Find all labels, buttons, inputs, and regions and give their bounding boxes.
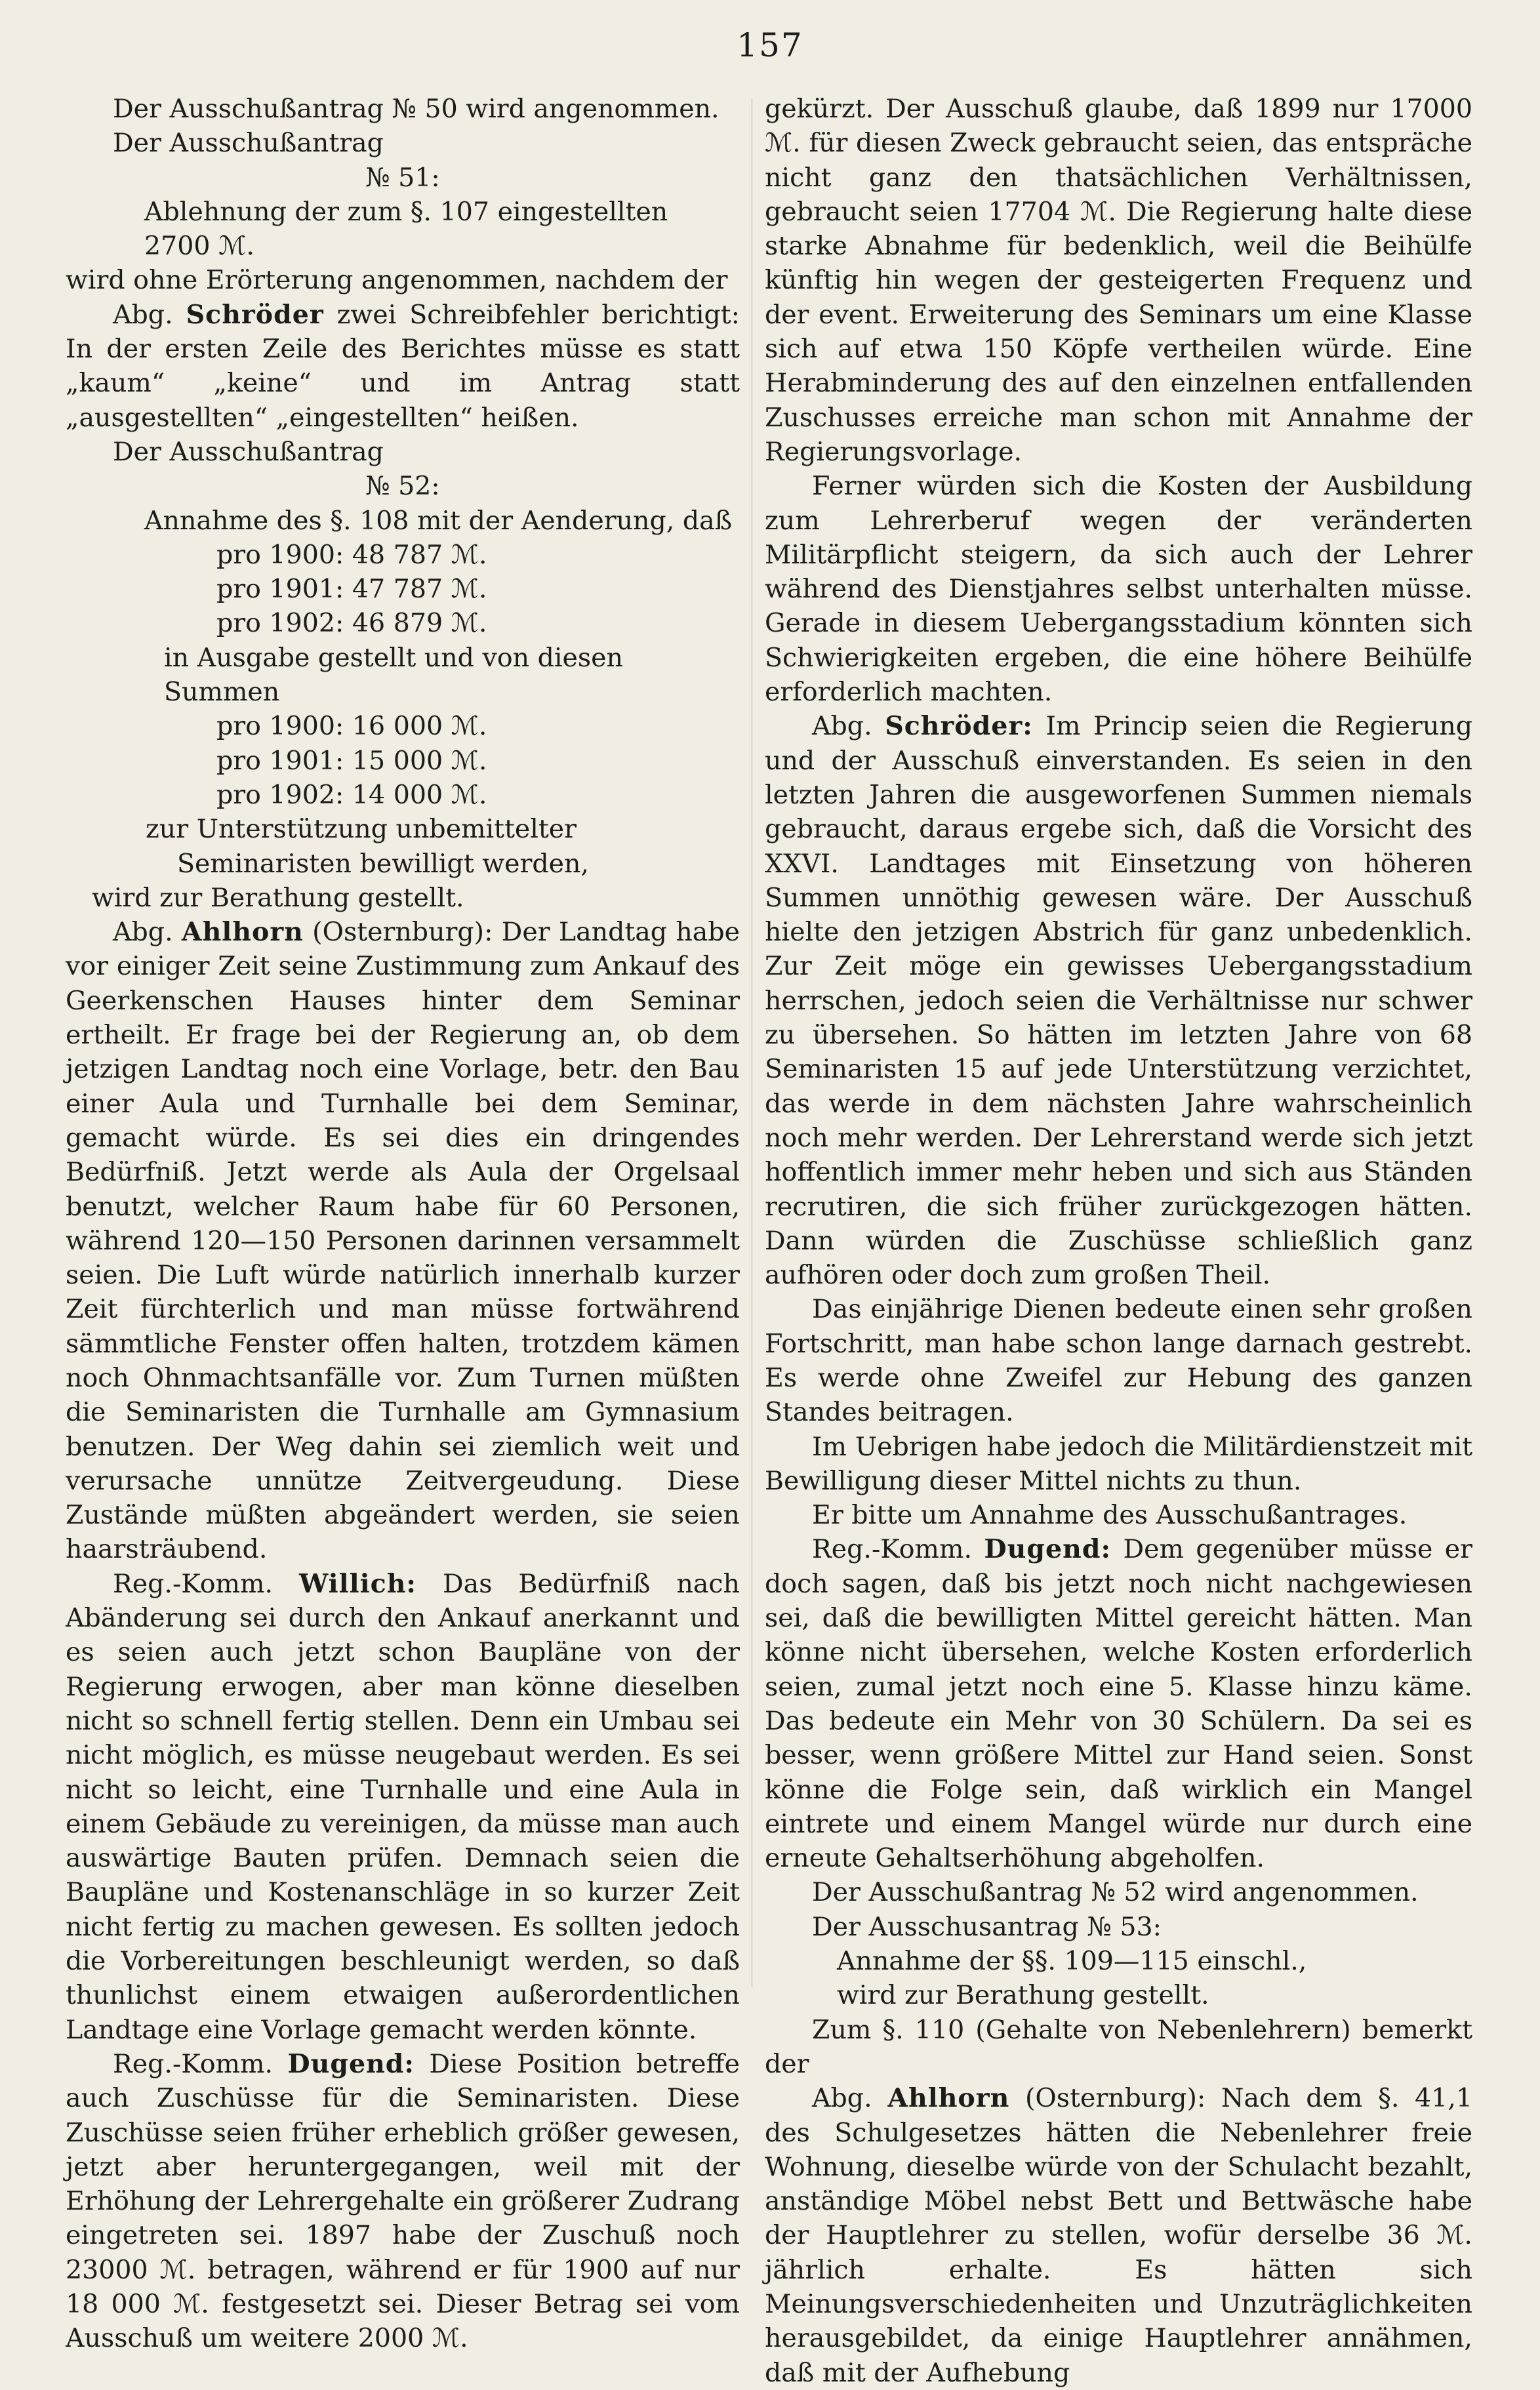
speech-dugend-2: Reg.-Komm. Dugend: Dem gegenüber müsse er doch sagen, daß bis jetzt noch nicht nachgewiesen sei, daß die bewilligten Mittel gereicht hätten. Man könne nicht übersehen, welche Kosten erforderlich seien, zumal jetzt noch eine 5. Klasse hinzu käme. Das bedeute ein Mehr von 30 Schülern. Da sei es besser, wenn größere Mittel zur Hand seien. Sonst könne die Folge sein, daß wirklich ein Mangel eintrete und einem Mangel würde nur durch eine erneute Gehaltserhöhung abgeholfen. <box>765 1534 1472 1874</box>
speech-dugend-1-continued: gekürzt. Der Ausschuß glaube, daß 1899 nur 17000 ℳ. für diesen Zweck gebraucht seien, das entspräche nicht ganz den thatsächlichen Verhältnissen, gebraucht seien 17704 ℳ. Die Regierung halte diese starke Abnahme für bedenklich, weil die Beihülfe künftig hin wegen der gesteigerten Frequenz und der event. Erweiterung des Seminars um eine Klasse sich auf etwa 150 Köpfe vertheilen würde. Eine Herabminderung des auf den einzelnen entfallenden Zuschusses erreiche man schon mit Annahme der Regierungsvorlage. <box>765 94 1472 467</box>
speaker-name: Willich: <box>298 1568 417 1599</box>
motion-52-text: in Ausgabe gestellt und von diesen Summen <box>164 642 623 708</box>
motion-53-result: wird zur Berathung gestellt. <box>837 1980 1209 2011</box>
speech-dugend-1: Reg.-Komm. Dugend: Diese Position betreffe auch Zuschüsse für die Seminaristen. Diese Zuschüsse seien früher erheblich größer gewesen, jetzt aber heruntergegangen, weil mit der Erhöhung der Lehrergehalte ein größerer Zudrang eingetreten sei. 1897 habe der Zuschuß noch 23000 ℳ. betragen, während er für 1900 auf nur 18 000 ℳ. festgesetzt sei. Dieser Betrag sei vom Ausschuß um weitere 2000 ℳ. <box>66 2048 740 2354</box>
speech-paragraph: Im Uebrigen habe jedoch die Militärdienstzeit mit Bewilligung dieser Mittel nichts zu thun. <box>765 1431 1472 1496</box>
motion-52-text: Annahme des §. 108 mit der Aenderung, daß <box>144 505 733 536</box>
motion-50-line: Der Ausschußantrag № 50 wird angenommen. <box>113 94 719 124</box>
amount-line: pro 1900: 16 000 ℳ. <box>216 711 487 742</box>
speech-schroeder-1: Abg. Schröder zwei Schreibfehler berichtigt: In der ersten Zeile des Berichtes müsse es statt „kaum“ „keine“ und im Antrag statt „ausgestellten“ „eingestellten“ heißen. <box>66 299 740 433</box>
speaker-name: Schröder <box>186 299 324 330</box>
amount-line: pro 1900: 48 787 ℳ. <box>216 539 487 570</box>
speaker-name: Dugend: <box>984 1534 1112 1565</box>
motion-51-text: Ablehnung der zum §. 107 eingestellten 2700 ℳ. <box>144 196 668 262</box>
section-110-intro: Zum §. 110 (Gehalte von Nebenlehrern) bemerkt der <box>765 2014 1472 2079</box>
motion-52-result: wird zur Berathung gestellt. <box>92 882 464 913</box>
left-column <box>66 92 740 2356</box>
motion-52-text: zur Unterstützung unbemittelter Seminaristen bewilligt werden, <box>146 814 589 879</box>
page-number: 157 <box>737 26 803 64</box>
motion-53-line: Der Ausschusantrag № 53: <box>812 1911 1162 1942</box>
speaker-name: Dugend: <box>287 2048 415 2079</box>
speech-ahlhorn-2: Abg. Ahlhorn (Osternburg): Nach dem §. 41,1 des Schulgesetzes hätten die Nebenlehrer freie Wohnung, dieselbe würde von der Schulacht bezahlt, anständige Möbel nebst Bett und Bettwäsche habe der Hauptlehrer zu stellen, wofür derselbe 36 ℳ. jährlich erhalte. Es hätten sich Meinungsverschiedenheiten und Unzuträglichkeiten herausgebildet, da einige Hauptlehrer annähmen, daß mit der Aufhebung <box>765 2083 1472 2388</box>
speech-willich: Reg.-Komm. Willich: Das Bedürfniß nach Abänderung sei durch den Ankauf anerkannt und es seien auch jetzt schon Baupläne von der Regierung erwogen, aber man könne dieselben nicht so schnell fertig stellen. Denn ein Umbau sei nicht möglich, es müsse neugebaut werden. Es sei nicht so leicht, eine Turnhalle und eine Aula in einem Gebäude zu vereinigen, da müsse man auch auswärtige Bauten prüfen. Demnach seien die Baupläne und Kostenanschläge in so kurzer Zeit nicht fertig zu machen gewesen. Es sollten jedoch die Vorbereitungen beschleunigt werden, so daß thunlichst einem etwaigen außerordentlichen Landtage eine Vorlage gemacht werden könnte. <box>66 1568 740 2045</box>
speech-ahlhorn-1: Abg. Ahlhorn (Osternburg): Der Landtag habe vor einiger Zeit seine Zustimmung zum Ankauf des Geerkenschen Hauses hinter dem Seminar ertheilt. Er frage bei der Regierung an, ob dem jetzigen Landtag noch eine Vorlage, betr. den Bau einer Aula und Turnhalle bei dem Seminar, gemacht würde. Es sei dies ein dringendes Bedürfniß. Jetzt werde als Aula der Orgelsaal benutzt, welcher Raum habe für 60 Personen, während 120—150 Personen darinnen versammelt seien. Die Luft würde natürlich innerhalb kurzer Zeit fürchterlich und man müsse fortwährend sämmtliche Fenster offen halten, trotzdem kämen noch Ohnmachtsanfälle vor. Zum Turnen müßten die Seminaristen die Turnhalle am Gymnasium benutzen. Der Weg dahin sei ziemlich weit und verursache unnütze Zeitvergeudung. Diese Zustände müßten abgeändert werden, sie seien haarsträubend. <box>66 917 740 1565</box>
speech-schroeder-2: Abg. Schröder: Im Princip seien die Regierung und der Ausschuß einverstanden. Es seien in den letzten Jahren die ausgeworfenen Summen niemals gebraucht, daraus ergebe sich, daß die Vorsicht des XXVI. Landtages mit Einsetzung von höheren Summen unnöthig gewesen wäre. Der Ausschuß hielte den jetzigen Abstrich für ganz unbedenklich. Zur Zeit möge ein gewisses Uebergangsstadium herrschen, jedoch seien die Verhältnisse nur schwer zu übersehen. So hätten im letzten Jahre von 68 Seminaristen 15 auf jede Unterstützung verzichtet, das werde in dem nächsten Jahre wahrscheinlich noch mehr werden. Der Lehrerstand werde sich jetzt hoffentlich immer mehr heben und sich aus Ständen recrutiren, die sich früher zurückgezogen hätten. Dann würden die Zuschüsse schließlich ganz aufhören oder doch zum großen Theil. <box>765 711 1472 1291</box>
speaker-name: Ahlhorn <box>887 2083 1010 2114</box>
amount-line: pro 1901: 15 000 ℳ. <box>216 745 487 776</box>
motion-line: Der Ausschußantrag <box>113 436 384 467</box>
amount-line: pro 1901: 47 787 ℳ. <box>216 574 487 605</box>
speaker-name: Ahlhorn <box>181 917 304 948</box>
motion-53-text: Annahme der §§. 109—115 einschl., <box>837 1946 1307 1977</box>
motion-51-result: wird ohne Erörterung angenommen, nachdem der <box>66 265 728 296</box>
motion-51-number: № 51: <box>365 162 440 193</box>
speech-paragraph: Das einjährige Dienen bedeute einen sehr großen Fortschritt, man habe schon lange darnach gestrebt. Es werde ohne Zweifel zur Hebung des ganzen Standes beitragen. <box>765 1294 1472 1428</box>
speech-paragraph: Ferner würden sich die Kosten der Ausbildung zum Lehrerberuf wegen der veränderten Militärpflicht steigern, da sich auch der Lehrer während des Dienstjahres selbst unterhalten müsse. Gerade in diesem Uebergangsstadium könnten sich Schwierigkeiten ergeben, die eine höhere Beihülfe erforderlich machten. <box>765 471 1472 708</box>
amount-line: pro 1902: 14 000 ℳ. <box>216 779 487 810</box>
speech-paragraph: Er bitte um Annahme des Ausschußantrages. <box>812 1500 1408 1531</box>
motion-line: Der Ausschußantrag <box>113 128 384 159</box>
right-column <box>765 92 1472 2390</box>
motion-52-number: № 52: <box>365 471 440 502</box>
motion-52-adopted: Der Ausschußantrag № 52 wird angenommen. <box>812 1877 1419 1908</box>
speaker-name: Schröder: <box>885 711 1033 742</box>
amount-line: pro 1902: 46 879 ℳ. <box>216 608 487 639</box>
